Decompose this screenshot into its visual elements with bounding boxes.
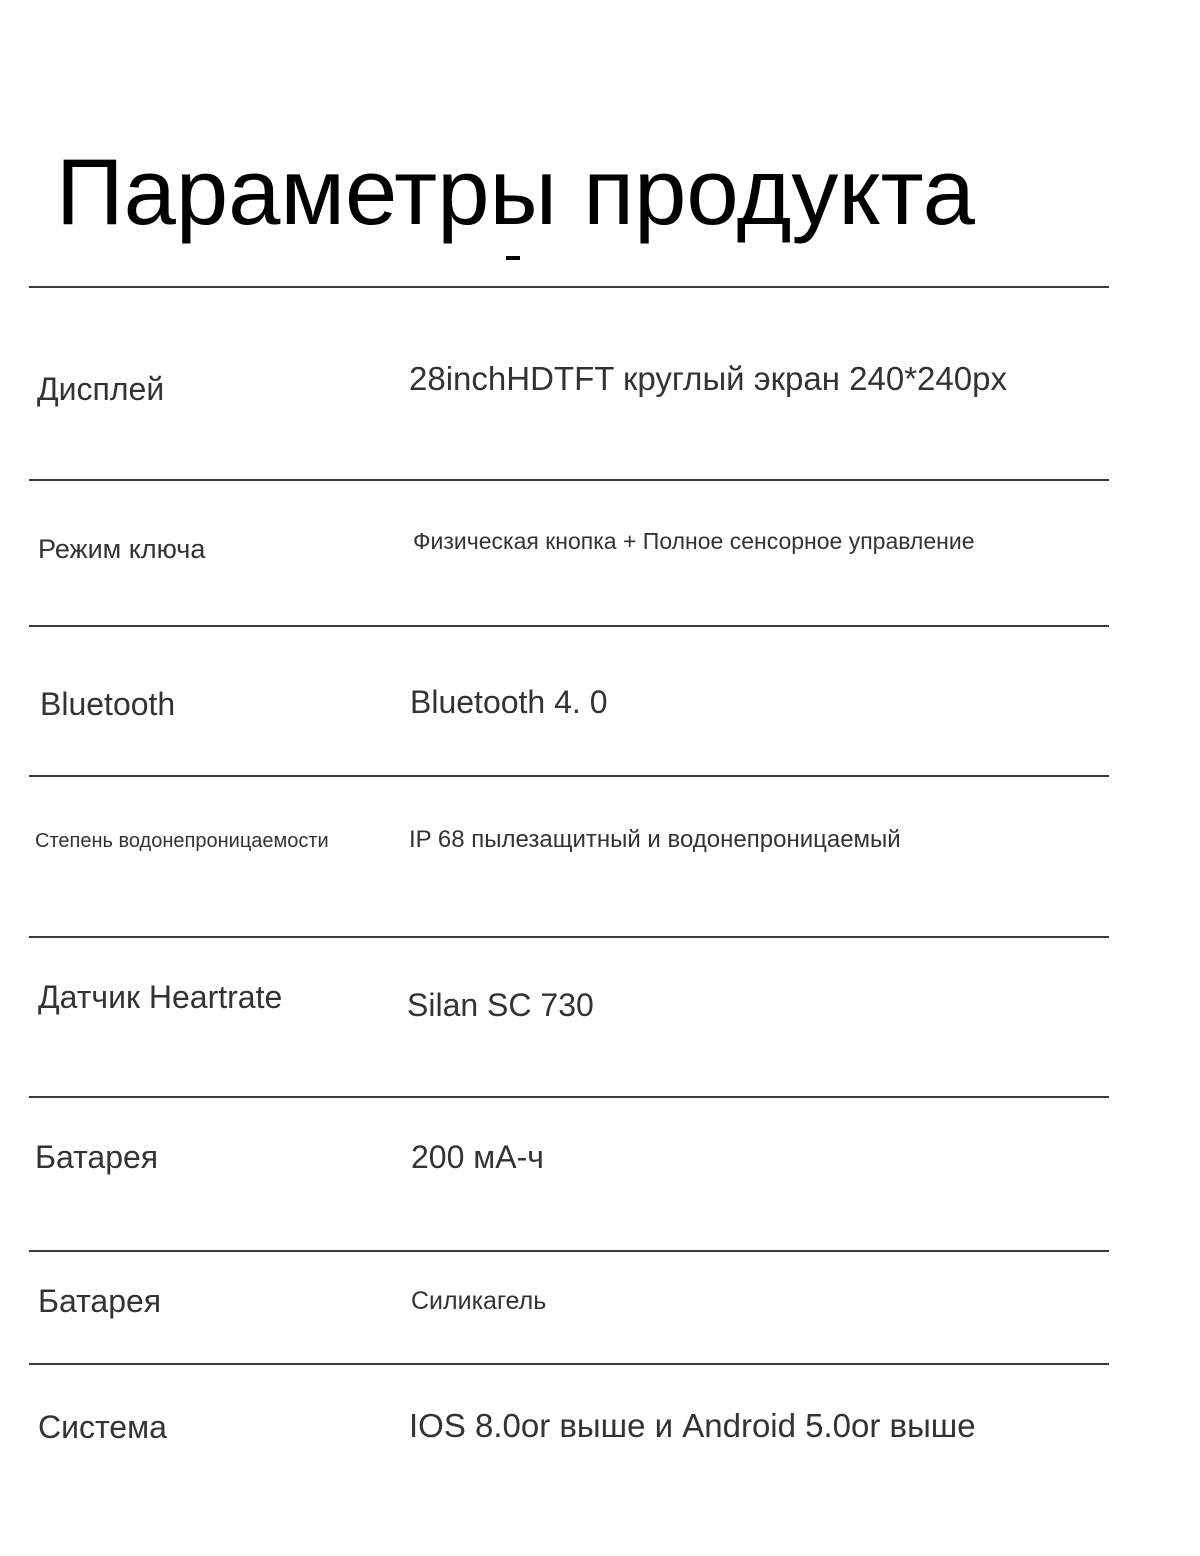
param-value-display: 28inchHDTFT круглый экран 240*240px <box>409 360 1007 397</box>
param-value-battery: 200 мА-ч <box>411 1139 544 1175</box>
param-value-system: IOS 8.0or выше и Android 5.0or выше <box>409 1407 976 1444</box>
param-label-material: Батарея <box>38 1283 162 1319</box>
divider <box>29 625 1109 627</box>
param-label-display: Дисплей <box>37 371 165 407</box>
param-label-system: Система <box>38 1409 167 1445</box>
divider <box>29 936 1109 938</box>
param-value-waterproof: IP 68 пылезащитный и водонепроницаемый <box>409 826 901 853</box>
param-label-waterproof: Степень водонепроницаемости <box>35 830 329 852</box>
param-value-bluetooth: Bluetooth 4. 0 <box>410 684 608 720</box>
param-value-key-mode: Физическая кнопка + Полное сенсорное управление <box>413 528 975 554</box>
divider <box>29 1363 1109 1365</box>
param-label-battery: Батарея <box>35 1139 159 1175</box>
divider <box>29 1250 1109 1252</box>
divider <box>29 775 1109 777</box>
param-label-bluetooth: Bluetooth <box>40 686 176 722</box>
param-value-heartrate: Silan SC 730 <box>407 987 594 1023</box>
divider <box>29 286 1109 288</box>
param-label-key-mode: Режим ключа <box>38 534 206 564</box>
title-underline-mark <box>506 256 520 260</box>
divider <box>29 1096 1109 1098</box>
param-label-heartrate: Датчик Heartrate <box>38 979 283 1015</box>
param-value-material: Силикагель <box>411 1287 547 1315</box>
divider <box>29 479 1109 481</box>
page-title: Параметры продукта <box>56 139 975 244</box>
